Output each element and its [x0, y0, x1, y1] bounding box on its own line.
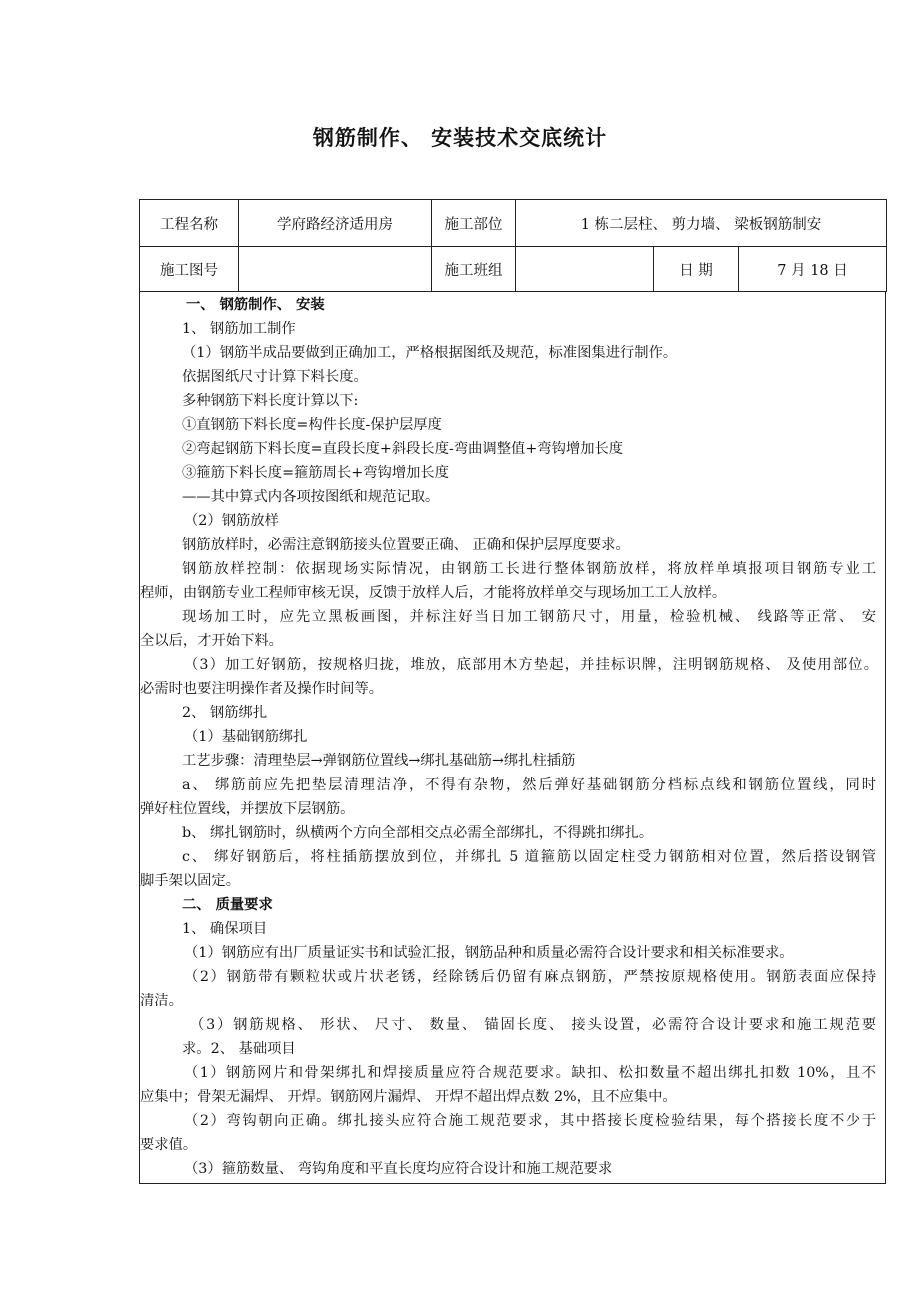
subsection-heading: 1、 确保项目 [182, 921, 268, 937]
paragraph-line: ②弯起钢筋下料长度=直段长度+斜段长度-弯曲调整值+弯钩增加长度 [182, 441, 624, 457]
paragraph-line: （2）钢筋带有颗粒状或片状老锈，经除锈后仍留有麻点钢筋，严禁按原规格使用。钢筋表面应保持 [184, 969, 876, 985]
team-value [516, 247, 654, 292]
header-table [139, 199, 887, 292]
paragraph-line: 依据图纸尺寸计算下料长度。 [182, 369, 368, 385]
date-value: 7 月 18 日 [739, 247, 887, 292]
paragraph-line: 钢筋放样控制：依据现场实际情况，由钢筋工长进行整体钢筋放样，将放样单填报项目钢筋专业工 [182, 561, 876, 577]
paragraph-line: 脚手架以固定。 [140, 873, 241, 889]
paragraph-line: c、 绑好钢筋后，将柱插筋摆放到位，并绑扎 5 道箍筋以固定柱受力钢筋相对位置，然后搭设钢管 [182, 849, 876, 865]
location-label: 施工部位 [432, 200, 516, 247]
paragraph-line: 全以后，才开始下料。 [140, 633, 283, 649]
paragraph-line: ①直钢筋下料长度=构件长度-保护层厚度 [182, 417, 442, 433]
section-heading: 一、 钢筋制作、 安装 [186, 297, 325, 313]
paragraph-line: （3）钢筋规格、 形状、 尺寸、 数量、 锚固长度、 接头设置，必需符合设计要求和施工规范要 [190, 1017, 876, 1033]
paragraph-line: 工艺步骤：清理垫层→弹钢筋位置线→绑扎基础筋→绑扎柱插筋 [182, 753, 576, 769]
paragraph-line: 钢筋放样时，必需注意钢筋接头位置要正确、 正确和保护层厚度要求。 [182, 537, 630, 553]
paragraph-line: 多种钢筋下料长度计算以下: [182, 393, 359, 409]
subsection-heading: 1、 钢筋加工制作 [182, 321, 296, 337]
drawing-no-label: 施工图号 [140, 247, 239, 292]
paragraph-line: （1）基础钢筋绑扎 [184, 729, 308, 745]
content-box [139, 291, 886, 1184]
paragraph-line: （1）钢筋网片和骨架绑扎和焊接质量应符合规范要求。缺扣、松扣数量不超出绑扎扣数 10%，且不 [184, 1065, 876, 1081]
project-name-value: 学府路经济适用房 [239, 200, 432, 247]
paragraph-line: 弹好柱位置线，并摆放下层钢筋。 [140, 801, 355, 817]
drawing-no-value [239, 247, 432, 292]
paragraph-line: （2）弯钩朝向正确。绑扎接头应符合施工规范要求，其中搭接长度检验结果，每个搭接长度不少于 [184, 1113, 876, 1129]
team-label: 施工班组 [432, 247, 516, 292]
location-value: 1 栋二层柱、 剪力墙、 梁板钢筋制安 [516, 200, 887, 247]
paragraph-line: （1）钢筋半成品要做到正确加工，严格根据图纸及规范，标准图集进行制作。 [182, 345, 678, 361]
date-label: 日 期 [654, 247, 739, 292]
page-title: 钢筋制作、 安装技术交底统计 [312, 126, 608, 150]
paragraph-line: a、 绑筋前应先把垫层清理洁净，不得有杂物，然后弹好基础钢筋分档标点线和钢筋位置线，同时 [182, 777, 876, 793]
paragraph-line: 程师，由钢筋专业工程师审核无误，反馈于放样人后，才能将放样单交与现场加工工人放样。 [140, 585, 727, 601]
paragraph-line: 现场加工时，应先立黑板画图，并标注好当日加工钢筋尺寸，用量，检验机械、 线路等正常、 安 [182, 609, 876, 625]
paragraph-line: （1）钢筋应有出厂质量证实书和试验汇报，钢筋品种和质量必需符合设计要求和相关标准要求。 [184, 945, 794, 961]
paragraph-line: 清洁。 [140, 993, 183, 1009]
paragraph-line: （2）钢筋放样 [184, 513, 279, 529]
paragraph-line: 必需时也要注明操作者及操作时间等。 [140, 681, 384, 697]
section-heading: 二、 质量要求 [182, 897, 273, 913]
paragraph-line: b、 绑扎钢筋时，纵横两个方向全部相交点必需全部绑扎，不得跳扣绑扎。 [182, 825, 654, 841]
paragraph-line: （3）箍筋数量、 弯钩角度和平直长度均应符合设计和施工规范要求 [184, 1161, 613, 1177]
subsection-heading: 2、 钢筋绑扎 [182, 705, 268, 721]
project-name-label: 工程名称 [140, 200, 239, 247]
paragraph-line: ——其中算式内各项按图纸和规范记取。 [182, 489, 440, 505]
paragraph-line: ③箍筋下料长度=箍筋周长+弯钩增加长度 [182, 465, 450, 481]
paragraph-line: 要求值。 [140, 1137, 198, 1153]
paragraph-line: （3）加工好钢筋，按规格归拢，堆放，底部用木方垫起，并挂标识牌，注明钢筋规格、 及使用部位。 [184, 657, 878, 673]
paragraph-line: 求。2、 基础项目 [182, 1041, 296, 1057]
paragraph-line: 应集中；骨架无漏焊、 开焊。钢筋网片漏焊、 开焊不超出焊点数 2%，且不应集中。 [140, 1089, 677, 1105]
